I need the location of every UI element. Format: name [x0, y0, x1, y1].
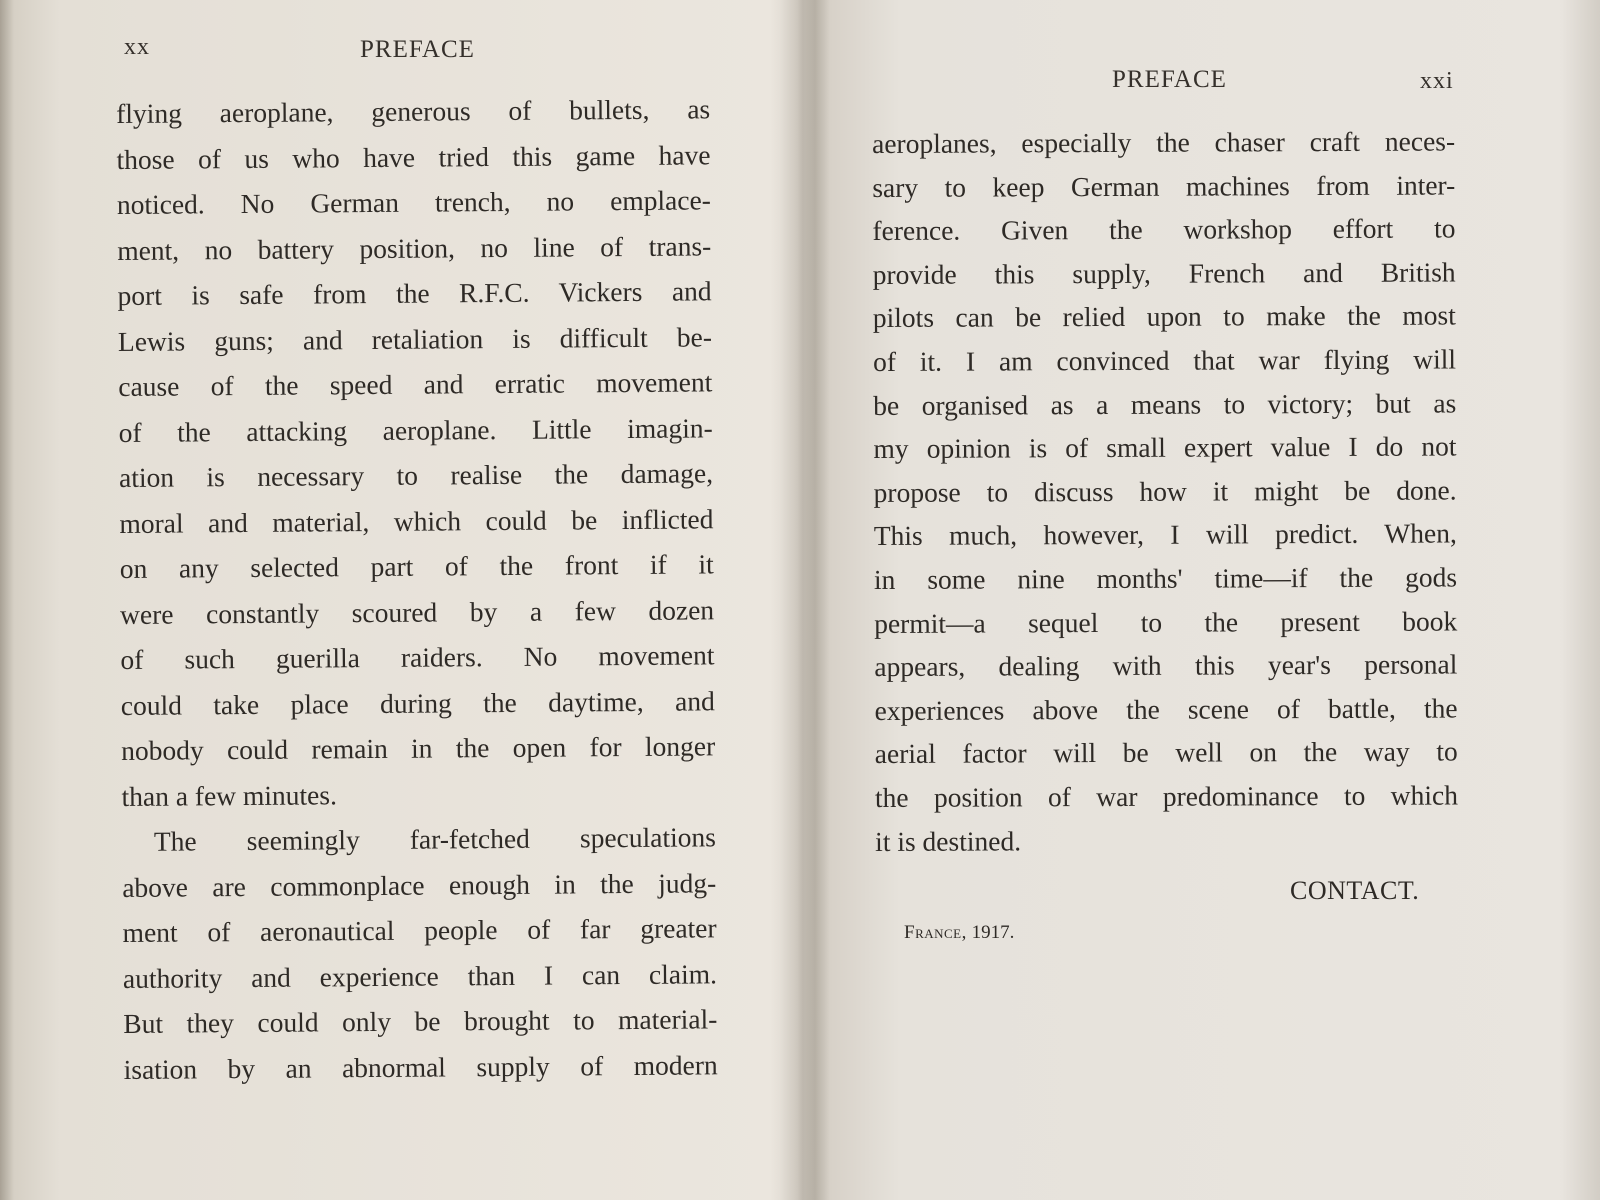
text-line: in some nine months' time—if the gods	[873, 561, 1458, 595]
text-line: ference. Given the workshop effort to	[872, 212, 1456, 247]
text-line: of such guerilla raiders. No movement	[120, 639, 715, 675]
left-page-number: xx	[124, 34, 150, 60]
text-line: my opinion is of small expert value I do not	[873, 430, 1457, 465]
right-page	[820, 0, 1600, 1200]
text-line: aeroplanes, especially the chaser craft neces-	[872, 125, 1456, 159]
text-line: moral and material, which could be inflicted	[119, 502, 714, 539]
text-line: propose to discuss how it might be done.	[873, 474, 1457, 508]
text-line: But they could only be brought to material-	[123, 1003, 718, 1039]
text-line: This much, however, I will predict. When,	[873, 517, 1457, 552]
text-line: flying aeroplane, generous of bullets, as	[116, 93, 711, 129]
left-page-body	[116, 86, 718, 1092]
text-line: experiences above the scene of battle, the	[874, 692, 1458, 726]
left-page	[0, 0, 790, 1200]
dateline-year: 1917.	[971, 922, 1015, 943]
text-line: port is safe from the R.F.C. Vickers and	[117, 275, 712, 311]
text-line: Lewis guns; and retaliation is difficult be-	[117, 320, 713, 357]
text-line: be organised as a means to victory; but as	[873, 387, 1457, 421]
text-line: could take place during the daytime, and	[120, 684, 715, 721]
text-line: nobody could remain in the open for longer	[121, 730, 716, 766]
text-line: above are commonplace enough in the judg-	[122, 866, 717, 903]
text-line: those of us who have tried this game have	[116, 138, 711, 175]
text-line: noticed. No German trench, no emplace-	[116, 184, 711, 220]
text-line: on any selected part of the front if it	[119, 548, 714, 584]
text-line: provide this supply, French and British	[872, 256, 1456, 290]
text-line: ment, no battery position, no line of trans-	[117, 229, 712, 266]
text-line: pilots can be relied upon to make the most	[872, 299, 1456, 334]
right-running-head: PREFACE	[1112, 66, 1227, 93]
text-line: isation by an abnormal supply of modern	[123, 1048, 718, 1085]
text-line: appears, dealing with this year's personal	[874, 648, 1458, 683]
right-page-number: xxi	[1420, 68, 1454, 94]
text-line: the position of war predominance to which	[874, 779, 1459, 813]
left-running-head: PREFACE	[360, 36, 475, 63]
dateline	[904, 922, 1014, 944]
author-signature: CONTACT.	[1290, 876, 1420, 905]
text-line: permit—a sequel to the present book	[874, 604, 1458, 639]
text-line: aerial factor will be well on the way to	[874, 735, 1458, 770]
text-line: sary to keep German machines from inter-	[872, 169, 1456, 203]
text-line: of it. I am convinced that war flying will	[872, 343, 1457, 377]
text-line: were constantly scoured by a few dozen	[119, 593, 715, 630]
text-line: cause of the speed and erratic movement	[118, 366, 713, 402]
text-line: than a few minutes.	[121, 778, 338, 812]
text-line: authority and experience than I can claim.	[122, 957, 718, 994]
text-line: of the attacking aeroplane. Little imagin-	[118, 411, 713, 448]
text-line: it is destined.	[875, 824, 1022, 857]
text-line: ment of aeronautical people of far greater	[122, 912, 717, 948]
text-line: ation is necessary to realise the damage,	[118, 457, 714, 493]
dateline-place: France,	[904, 922, 967, 943]
paragraph-start-line: The seemingly far-fetched speculations	[153, 821, 716, 857]
right-page-body	[872, 119, 1458, 863]
